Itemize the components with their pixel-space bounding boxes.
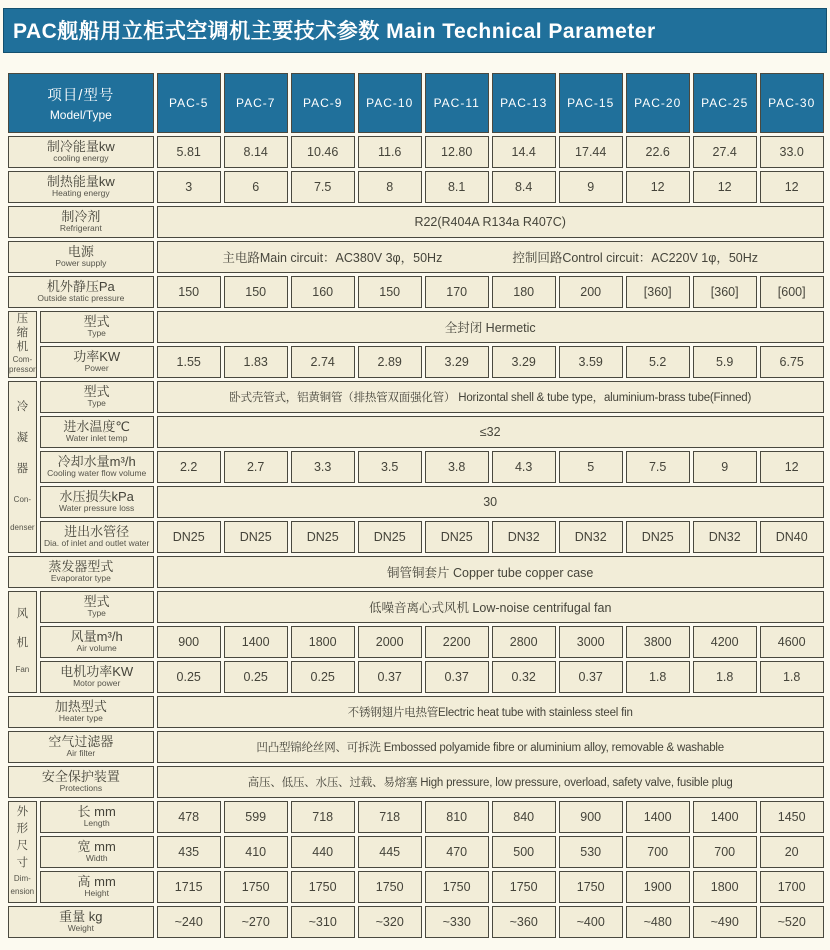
- pipe-diameter-label: [40, 521, 154, 553]
- pipe-diameter-value: DN25: [291, 521, 355, 553]
- fan-type-label-zh: 型式: [83, 593, 110, 609]
- compressor-power-label-zh: 功率KW: [73, 348, 121, 364]
- weight-value: ~270: [224, 906, 288, 938]
- height-value: 1750: [291, 871, 355, 903]
- corner-header: [8, 73, 154, 133]
- weight-value: ~310: [291, 906, 355, 938]
- motor-power-value: 0.37: [358, 661, 422, 693]
- compressor-power-value: 1.55: [157, 346, 221, 378]
- height-value: 1750: [224, 871, 288, 903]
- cooling-water-flow-label: [40, 451, 154, 483]
- compressor-power-value: 3.59: [559, 346, 623, 378]
- motor-power-value: 0.25: [224, 661, 288, 693]
- weight-value: ~490: [693, 906, 757, 938]
- heating-energy-value: 6: [224, 171, 288, 203]
- length-label: [40, 801, 154, 833]
- air-filter-label-zh: 空气过滤器: [48, 733, 114, 749]
- weight-value: ~520: [760, 906, 824, 938]
- weight-value: ~480: [626, 906, 690, 938]
- group-label-fan: 风 机 Fan: [8, 591, 37, 693]
- heating-energy-value: 9: [559, 171, 623, 203]
- model-header: PAC-15: [559, 73, 623, 133]
- static-pressure-value: 180: [492, 276, 556, 308]
- cooling-energy-value: 27.4: [693, 136, 757, 168]
- power-supply-label-zh: 电源: [67, 243, 94, 259]
- static-pressure-value: [600]: [760, 276, 824, 308]
- air-volume-value: 2200: [425, 626, 489, 658]
- width-label-en: Width: [85, 853, 108, 864]
- spec-table: [5, 70, 827, 941]
- protections-label: [8, 766, 154, 798]
- model-header: PAC-20: [626, 73, 690, 133]
- cooling-energy-label-en: cooling energy: [53, 153, 109, 164]
- static-pressure-value: 170: [425, 276, 489, 308]
- model-header: PAC-5: [157, 73, 221, 133]
- cooling-energy-value: 12.80: [425, 136, 489, 168]
- height-label-en: Height: [84, 888, 109, 899]
- pipe-diameter-value: DN25: [224, 521, 288, 553]
- water-pressure-loss-label-en: Water pressure loss: [59, 503, 135, 514]
- model-header: PAC-10: [358, 73, 422, 133]
- heater-type-label-zh: 加热型式: [54, 698, 107, 714]
- pipe-diameter-value: DN40: [760, 521, 824, 553]
- length-label-zh: 长 mm: [77, 803, 116, 819]
- compressor-power-value: 2.89: [358, 346, 422, 378]
- pipe-diameter-label-zh: 进出水管径: [64, 523, 130, 539]
- motor-power-value: 0.32: [492, 661, 556, 693]
- evaporator-type-label-zh: 蒸发器型式: [48, 558, 114, 574]
- heating-energy-value: 7.5: [291, 171, 355, 203]
- length-value: 840: [492, 801, 556, 833]
- motor-power-value: 1.8: [693, 661, 757, 693]
- air-volume-label: [40, 626, 154, 658]
- group-label-condenser: 冷 凝 器 Con- denser: [8, 381, 37, 553]
- motor-power-value: 0.37: [559, 661, 623, 693]
- cooling-water-flow-value: 3.3: [291, 451, 355, 483]
- compressor-power-value: 5.9: [693, 346, 757, 378]
- condenser-type-label-zh: 型式: [83, 383, 110, 399]
- model-header: PAC-25: [693, 73, 757, 133]
- compressor-power-value: 3.29: [425, 346, 489, 378]
- length-value: 718: [291, 801, 355, 833]
- motor-power-value: 0.25: [157, 661, 221, 693]
- cooling-water-flow-value: 3.8: [425, 451, 489, 483]
- air-filter-merged-value: 凹凸型锦纶丝网、可拆洗 Embossed polyamide fibre or aluminium alloy, removable & washable: [157, 731, 824, 763]
- air-volume-value: 2000: [358, 626, 422, 658]
- pipe-diameter-value: DN25: [626, 521, 690, 553]
- width-value: 700: [626, 836, 690, 868]
- cooling-energy-value: 5.81: [157, 136, 221, 168]
- cooling-water-flow-value: 3.5: [358, 451, 422, 483]
- fan-type-label-en: Type: [87, 608, 106, 619]
- compressor-power-value: 6.75: [760, 346, 824, 378]
- compressor-type-label-zh: 型式: [83, 313, 110, 329]
- air-volume-value: 3000: [559, 626, 623, 658]
- length-value: 599: [224, 801, 288, 833]
- air-volume-value: 2800: [492, 626, 556, 658]
- cooling-energy-label: [8, 136, 154, 168]
- heater-type-merged-value: 不锈钢翅片电热管Electric heat tube with stainless steel fin: [157, 696, 824, 728]
- model-header: PAC-7: [224, 73, 288, 133]
- static-pressure-label: [8, 276, 154, 308]
- water-inlet-temp-label-zh: 进水温度℃: [63, 418, 130, 434]
- static-pressure-value: [360]: [626, 276, 690, 308]
- heating-energy-value: 8.1: [425, 171, 489, 203]
- group-label-dimension: 外 形 尺 寸 Dim- ension: [8, 801, 37, 903]
- page: [0, 8, 830, 950]
- height-value: 1715: [157, 871, 221, 903]
- motor-power-label-en: Motor power: [73, 678, 121, 689]
- heater-type-label: [8, 696, 154, 728]
- evaporator-type-merged-value: 铜管铜套片 Copper tube copper case: [157, 556, 824, 588]
- height-value: 1750: [358, 871, 422, 903]
- static-pressure-value: [360]: [693, 276, 757, 308]
- compressor-type-label: [40, 311, 154, 343]
- cooling-water-flow-value: 4.3: [492, 451, 556, 483]
- weight-label: [8, 906, 154, 938]
- heating-energy-value: 8: [358, 171, 422, 203]
- cooling-water-flow-label-en: Cooling water flow volume: [47, 468, 147, 479]
- motor-power-label: [40, 661, 154, 693]
- height-label-zh: 高 mm: [77, 873, 116, 889]
- static-pressure-label-zh: 机外静压Pa: [46, 278, 115, 294]
- air-volume-label-zh: 风量m³/h: [70, 628, 123, 644]
- water-pressure-loss-label-zh: 水压损失kPa: [59, 488, 134, 504]
- heating-energy-label: [8, 171, 154, 203]
- compressor-power-label: [40, 346, 154, 378]
- heating-energy-label-en: Heating energy: [52, 188, 110, 199]
- cooling-water-flow-value: 5: [559, 451, 623, 483]
- refrigerant-label-en: Refrigerant: [59, 223, 102, 234]
- cooling-energy-value: 14.4: [492, 136, 556, 168]
- weight-value: ~240: [157, 906, 221, 938]
- heater-type-label-en: Heater type: [58, 713, 103, 724]
- air-filter-label: [8, 731, 154, 763]
- evaporator-type-label: [8, 556, 154, 588]
- width-value: 530: [559, 836, 623, 868]
- length-value: 1400: [626, 801, 690, 833]
- weight-label-zh: 重量 kg: [59, 908, 103, 924]
- air-volume-value: 900: [157, 626, 221, 658]
- heating-energy-value: 3: [157, 171, 221, 203]
- cooling-energy-value: 8.14: [224, 136, 288, 168]
- air-volume-label-en: Air volume: [76, 643, 117, 654]
- compressor-power-value: 1.83: [224, 346, 288, 378]
- pipe-diameter-label-en: Dia. of inlet and outlet water: [44, 538, 150, 549]
- static-pressure-value: 200: [559, 276, 623, 308]
- length-value: 718: [358, 801, 422, 833]
- pipe-diameter-value: DN32: [559, 521, 623, 553]
- length-label-en: Length: [83, 818, 110, 829]
- air-filter-label-en: Air filter: [66, 748, 96, 759]
- static-pressure-label-en: Outside static pressure: [37, 293, 125, 304]
- protections-merged-value: 高压、低压、水压、过载、易熔塞 High pressure, low pressure, overload, safety valve, fusible plug: [157, 766, 824, 798]
- evaporator-type-label-en: Evaporator type: [50, 573, 111, 584]
- height-value: 1900: [626, 871, 690, 903]
- compressor-power-value: 2.74: [291, 346, 355, 378]
- compressor-power-label-en: Power: [84, 363, 109, 374]
- motor-power-value: 1.8: [626, 661, 690, 693]
- corner-header-zh: 项目/型号: [47, 88, 115, 104]
- pipe-diameter-value: DN25: [157, 521, 221, 553]
- static-pressure-value: 150: [358, 276, 422, 308]
- protections-label-en: Protections: [59, 783, 103, 794]
- model-header: PAC-9: [291, 73, 355, 133]
- power-supply-merged-value: [157, 241, 824, 273]
- heating-energy-value: 8.4: [492, 171, 556, 203]
- weight-value: ~400: [559, 906, 623, 938]
- fan-type-merged-value: 低噪音离心式风机 Low-noise centrifugal fan: [157, 591, 824, 623]
- weight-label-en: Weight: [67, 923, 94, 934]
- heating-energy-value: 12: [626, 171, 690, 203]
- weight-value: ~320: [358, 906, 422, 938]
- heating-energy-label-zh: 制热能量kw: [46, 173, 115, 189]
- power-supply-part-0: 主电路Main circuit：AC380V 3φ，50Hz: [222, 251, 443, 265]
- cooling-water-flow-value: 9: [693, 451, 757, 483]
- fan-type-label: [40, 591, 154, 623]
- length-value: 810: [425, 801, 489, 833]
- compressor-type-label-en: Type: [87, 328, 106, 339]
- motor-power-value: 0.37: [425, 661, 489, 693]
- height-value: 1750: [559, 871, 623, 903]
- water-inlet-temp-label: [40, 416, 154, 448]
- cooling-energy-value: 22.6: [626, 136, 690, 168]
- compressor-power-value: 3.29: [492, 346, 556, 378]
- cooling-energy-label-zh: 制冷能量kw: [46, 138, 115, 154]
- power-supply-label: [8, 241, 154, 273]
- cooling-energy-value: 33.0: [760, 136, 824, 168]
- static-pressure-value: 150: [224, 276, 288, 308]
- width-value: 435: [157, 836, 221, 868]
- refrigerant-merged-value: R22(R404A R134a R407C): [157, 206, 824, 238]
- width-value: 20: [760, 836, 824, 868]
- length-value: 900: [559, 801, 623, 833]
- group-label-compressor: 压 缩 机 Com- pressor: [8, 311, 37, 378]
- cooling-energy-value: 10.46: [291, 136, 355, 168]
- air-volume-value: 4600: [760, 626, 824, 658]
- model-header: PAC-30: [760, 73, 824, 133]
- height-value: 1750: [492, 871, 556, 903]
- length-value: 1450: [760, 801, 824, 833]
- corner-header-en: Model/Type: [49, 108, 112, 122]
- width-value: 470: [425, 836, 489, 868]
- cooling-energy-value: 11.6: [358, 136, 422, 168]
- static-pressure-value: 150: [157, 276, 221, 308]
- width-value: 445: [358, 836, 422, 868]
- cooling-water-flow-value: 2.7: [224, 451, 288, 483]
- water-pressure-loss-merged-value: 30: [157, 486, 824, 518]
- length-value: 1400: [693, 801, 757, 833]
- air-volume-value: 4200: [693, 626, 757, 658]
- water-inlet-temp-merged-value: ≤32: [157, 416, 824, 448]
- width-label-zh: 宽 mm: [77, 838, 116, 854]
- compressor-type-merged-value: 全封闭 Hermetic: [157, 311, 824, 343]
- pipe-diameter-value: DN25: [358, 521, 422, 553]
- compressor-power-value: 5.2: [626, 346, 690, 378]
- weight-value: ~330: [425, 906, 489, 938]
- pipe-diameter-value: DN32: [693, 521, 757, 553]
- water-pressure-loss-label: [40, 486, 154, 518]
- heating-energy-value: 12: [760, 171, 824, 203]
- air-volume-value: 3800: [626, 626, 690, 658]
- length-value: 478: [157, 801, 221, 833]
- cooling-energy-value: 17.44: [559, 136, 623, 168]
- cooling-water-flow-value: 2.2: [157, 451, 221, 483]
- static-pressure-value: 160: [291, 276, 355, 308]
- air-volume-value: 1800: [291, 626, 355, 658]
- heating-energy-value: 12: [693, 171, 757, 203]
- pipe-diameter-value: DN25: [425, 521, 489, 553]
- height-value: 1700: [760, 871, 824, 903]
- model-header: PAC-13: [492, 73, 556, 133]
- condenser-type-label-en: Type: [87, 398, 106, 409]
- power-supply-label-en: Power supply: [55, 258, 107, 269]
- width-value: 410: [224, 836, 288, 868]
- model-header: PAC-11: [425, 73, 489, 133]
- width-label: [40, 836, 154, 868]
- weight-value: ~360: [492, 906, 556, 938]
- air-volume-value: 1400: [224, 626, 288, 658]
- pipe-diameter-value: DN32: [492, 521, 556, 553]
- motor-power-value: 1.8: [760, 661, 824, 693]
- cooling-water-flow-value: 12: [760, 451, 824, 483]
- water-inlet-temp-label-en: Water inlet temp: [65, 433, 128, 444]
- motor-power-value: 0.25: [291, 661, 355, 693]
- width-value: 440: [291, 836, 355, 868]
- cooling-water-flow-value: 7.5: [626, 451, 690, 483]
- cooling-water-flow-label-zh: 冷却水量m³/h: [57, 453, 136, 469]
- condenser-type-merged-value: 卧式壳管式，铝黄铜管（排热管双面强化管） Horizontal shell & tube type，aluminium-brass tube(Finned): [157, 381, 824, 413]
- height-value: 1750: [425, 871, 489, 903]
- height-value: 1800: [693, 871, 757, 903]
- height-label: [40, 871, 154, 903]
- refrigerant-label: [8, 206, 154, 238]
- width-value: 700: [693, 836, 757, 868]
- motor-power-label-zh: 电机功率KW: [60, 663, 134, 679]
- width-value: 500: [492, 836, 556, 868]
- protections-label-zh: 安全保护装置: [41, 768, 120, 784]
- refrigerant-label-zh: 制冷剂: [61, 208, 101, 224]
- page-title: PAC舰船用立柜式空调机主要技术参数 Main Technical Parameter: [3, 8, 827, 53]
- condenser-type-label: [40, 381, 154, 413]
- power-supply-part-1: 控制回路Control circuit：AC220V 1φ，50Hz: [512, 251, 759, 265]
